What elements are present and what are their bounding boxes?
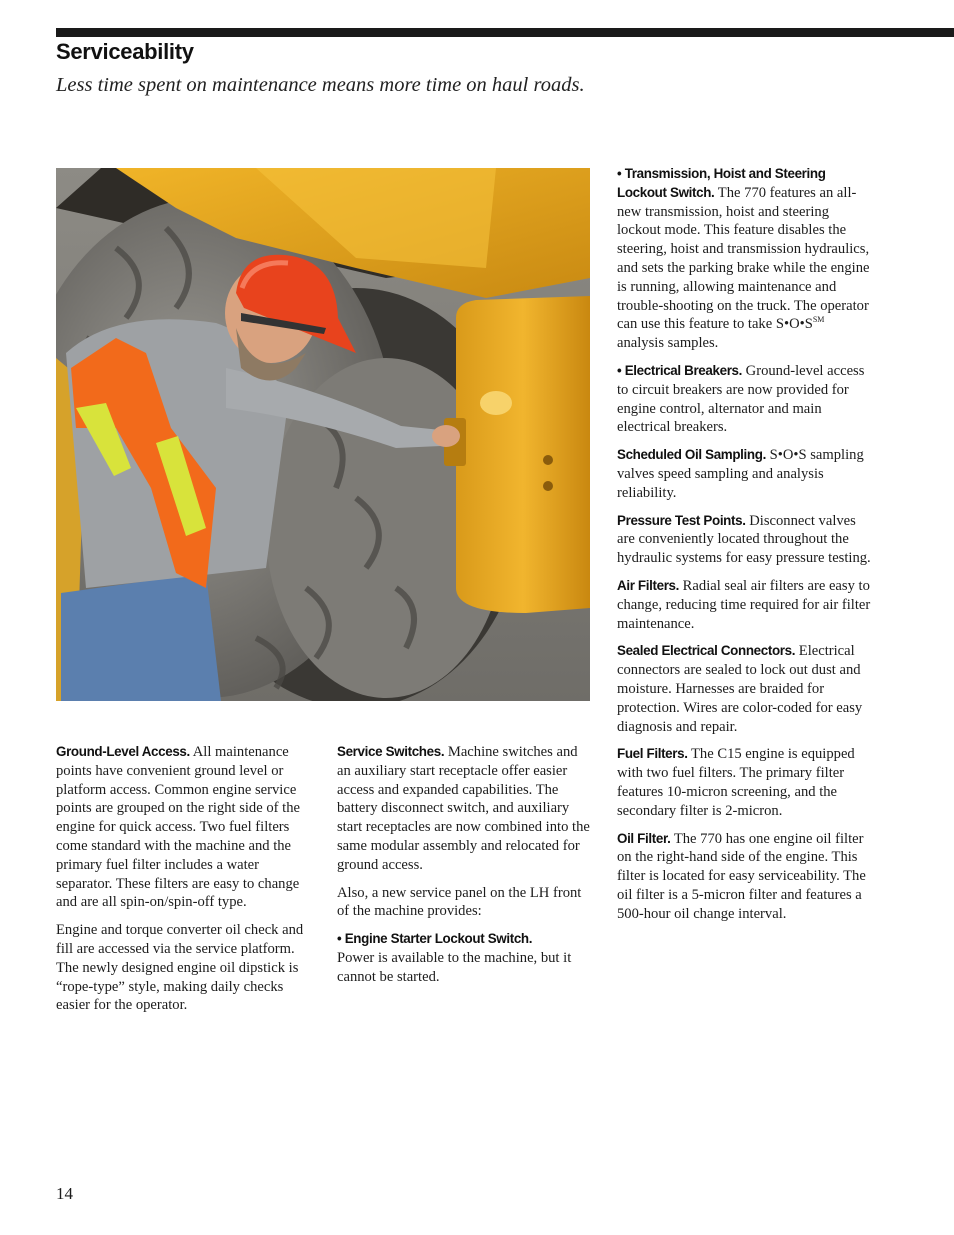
ground-level-access-heading: Ground-Level Access. xyxy=(56,744,190,759)
top-rule xyxy=(56,28,954,37)
pressure-test-points-text: Disconnect valves are conveniently located throughout the hydraulic systems for easy pressure testing. xyxy=(617,512,871,567)
page-subtitle: Less time spent on maintenance means more time on haul roads. xyxy=(56,74,585,96)
fuel-filters-heading: Fuel Filters. xyxy=(617,746,688,762)
service-switches-text: Machine switches and an auxiliary start receptacle offer easier access and expanded capabilities. The battery disconnect switch, and auxiliary start receptacles are now combined into the same modular assembly and relocated for ground access. xyxy=(337,744,590,873)
air-filters-heading: Air Filters. xyxy=(617,577,680,593)
oil-filter-paragraph xyxy=(617,830,873,924)
fuel-filters-text: The C15 engine is equipped with two fuel filters. The primary filter features 10-micron screening, and the secondary filter is 2-micron. xyxy=(617,746,855,819)
engine-starter-lockout-heading: • Engine Starter Lockout Switch. xyxy=(337,931,533,947)
lockout-switch-paragraph xyxy=(617,165,873,353)
air-filters-text: Radial seal air filters are easy to change, reducing time required for air filter maintenance. xyxy=(617,577,871,632)
engine-starter-lockout-paragraph xyxy=(337,930,593,986)
scheduled-oil-sampling-heading: Scheduled Oil Sampling. xyxy=(617,447,766,463)
sealed-connectors-text: Electrical connectors are sealed to lock out dust and moisture. Harnesses are braided for protection. Wires are color-coded for easy diagnosis and repair. xyxy=(617,643,863,735)
text-column-1 xyxy=(56,743,312,1024)
service-mark-superscript: SM xyxy=(812,315,825,325)
pressure-test-points-heading: Pressure Test Points. xyxy=(617,512,746,528)
page-title: Serviceability xyxy=(56,39,194,64)
worker-at-truck-photo xyxy=(56,168,590,701)
lockout-switch-tail: analysis samples. xyxy=(617,335,719,352)
lockout-switch-text: The 770 features an all-new transmission, hoist and steering lockout mode. This feature disables the steering, hoist and transmission hydraulics, and sets the parking brake while the engine is running, allowing maintenance and trouble-shooting on the truck. The operator can use this feature to take S•O•S xyxy=(617,184,870,333)
sealed-connectors-heading: Sealed Electrical Connectors. xyxy=(617,643,796,659)
service-panel-paragraph: Also, a new service panel on the LH front of the machine provides: xyxy=(337,884,582,920)
scheduled-oil-sampling-paragraph xyxy=(617,446,873,502)
text-column-2 xyxy=(337,743,593,996)
electrical-breakers-text: Ground-level access to circuit breakers are now provided for engine control, alternator and main electrical breakers. xyxy=(617,362,865,436)
scheduled-oil-sampling-text: S•O•S sampling valves speed sampling and analysis reliability. xyxy=(617,447,864,501)
pressure-test-points-paragraph xyxy=(617,512,873,568)
service-switches-paragraph xyxy=(337,743,593,875)
page-number: 14 xyxy=(56,1184,73,1203)
lockout-switch-heading: • Transmission, Hoist and Steering Lockout Switch. xyxy=(617,166,826,200)
sealed-connectors-paragraph xyxy=(617,642,873,736)
text-column-3 xyxy=(617,165,873,932)
fuel-filters-paragraph xyxy=(617,745,873,820)
service-switches-heading: Service Switches. xyxy=(337,744,445,759)
ground-level-access-text: All maintenance points have convenient ground level or platform access. Common engine service points are grouped on the right side of the engine for quick access. Two fuel filters come standard with the machine and the primary fuel filter includes a water separator. These filters are easy to change and are all spin-on/spin-off type. xyxy=(56,744,300,911)
oil-filter-heading: Oil Filter. xyxy=(617,830,671,846)
engine-starter-lockout-text: Power is available to the machine, but it cannot be started. xyxy=(337,949,572,985)
electrical-breakers-paragraph xyxy=(617,362,873,437)
air-filters-paragraph xyxy=(617,577,873,633)
oil-check-paragraph: Engine and torque converter oil check and fill are accessed via the service platform. The newly designed engine oil dipstick is “rope-type” style, making daily checks easier for the operator. xyxy=(56,922,304,1014)
electrical-breakers-heading: • Electrical Breakers. xyxy=(617,362,743,378)
oil-filter-text: The 770 has one engine oil filter on the right-hand side of the engine. This filter is located for easy serviceability. The oil filter is a 5-micron filter and features a 500-hour oil change interval. xyxy=(617,830,866,922)
ground-level-access-paragraph xyxy=(56,743,312,912)
